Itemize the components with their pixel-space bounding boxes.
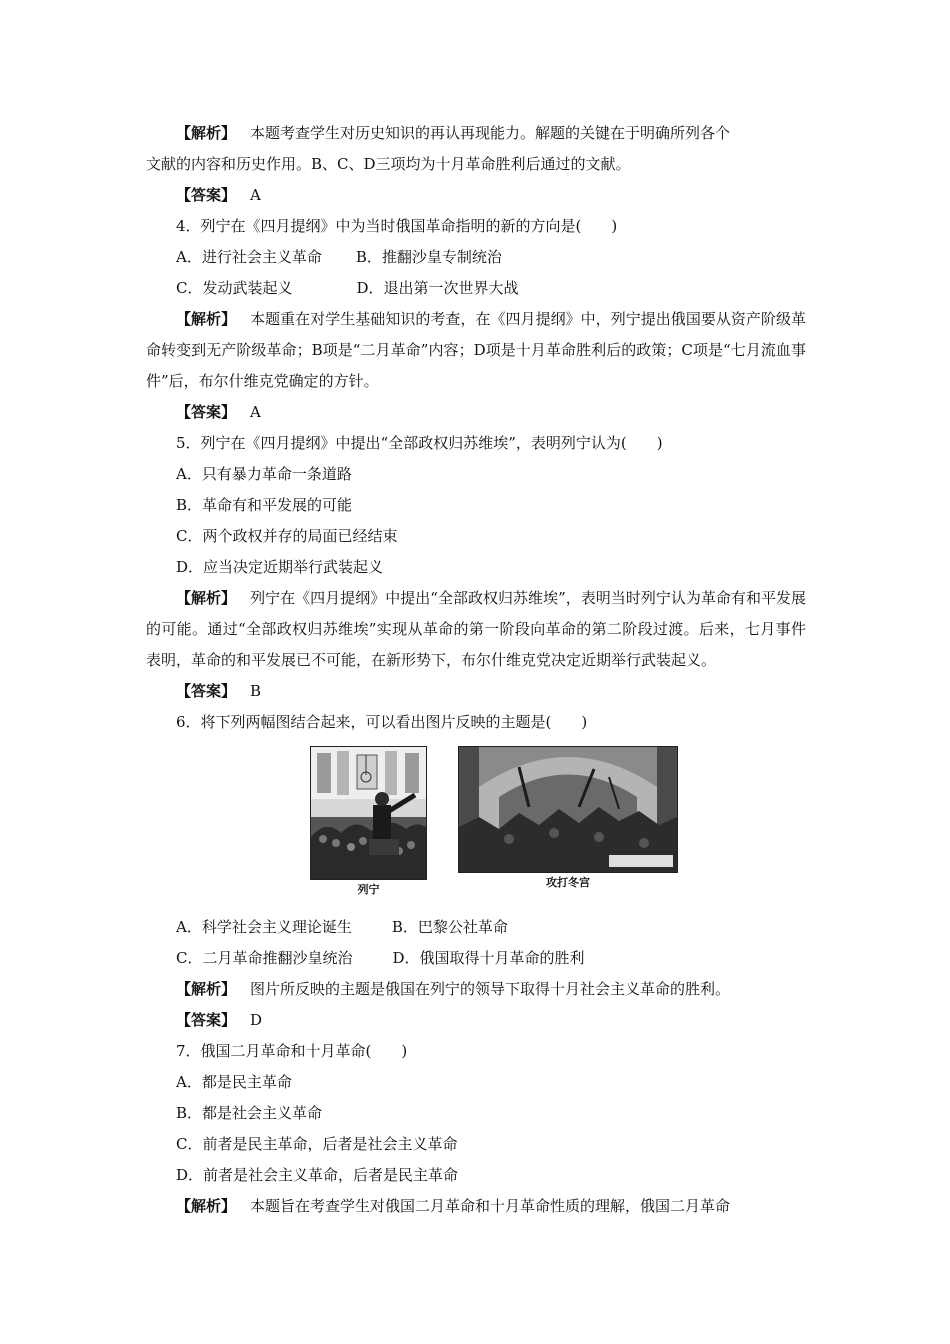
q6-option-a: A．科学社会主义理论诞生 [176,918,352,936]
figure-winter-palace [458,746,678,891]
storming-winter-palace-image [458,746,678,873]
q7-stem: 7．俄国二月革命和十月革命( ) [176,1042,408,1060]
q4-analysis [146,304,806,397]
q3-answer [146,180,806,211]
q5-option-d: D．应当决定近期举行武装起义 [176,558,384,576]
q5-stem: 5．列宁在《四月提纲》中提出“全部政权归苏维埃”，表明列宁认为( ) [176,434,663,452]
answer-label: 【答案】 [176,1011,237,1029]
q6-stem: 6．将下列两幅图结合起来，可以看出图片反映的主题是( ) [176,713,588,731]
q7-analysis [146,1191,806,1222]
q7-option-c: C．前者是民主革命，后者是社会主义革命 [176,1135,458,1153]
q5-answer-value: B [250,682,262,700]
figure-winter-palace-caption: 攻打冬宫 [546,876,590,889]
q5-answer [146,676,806,707]
q7-analysis-text: 本题旨在考查学生对俄国二月革命和十月革命性质的理解，俄国二月革命 [250,1197,731,1215]
analysis-label: 【解析】 [176,124,237,142]
q6-option-c: C．二月革命推翻沙皇统治 [176,949,353,967]
q4-options-row2 [146,273,806,304]
q7-option-b: B．都是社会主义革命 [176,1104,323,1122]
q4-analysis-text: 本题重在对学生基础知识的考查，在《四月提纲》中，列宁提出俄国要从资产阶级革命转变到无产阶级革命；B项是“二月革命”内容；D项是十月革命胜利后的政策；C项是“七月流血事件”后，布尔什维克党确定的方针。 [146,310,806,390]
q5-option-a: A．只有暴力革命一条道路 [176,465,352,483]
analysis-label: 【解析】 [176,310,237,328]
q4-options-row1 [146,242,806,273]
q6-options-row2 [146,943,806,974]
q3-analysis-line2: 文献的内容和历史作用。B、C、D三项均为十月革命胜利后通过的文献。 [146,155,631,173]
q4-answer-value: A [250,403,261,421]
figure-lenin-caption: 列宁 [357,883,380,896]
q5-analysis [146,583,806,676]
q4-option-b: B．推翻沙皇专制统治 [355,248,502,266]
document-content [146,118,806,1222]
analysis-label: 【解析】 [176,1197,237,1215]
q4-option-a: A．进行社会主义革命 [176,248,322,266]
analysis-label: 【解析】 [176,980,237,998]
q6-analysis [146,974,806,1005]
q7-option-a: A．都是民主革命 [176,1073,292,1091]
q7-option-d: D．前者是社会主义革命，后者是民主革命 [176,1166,459,1184]
q6-analysis-text: 图片所反映的主题是俄国在列宁的领导下取得十月社会主义革命的胜利。 [250,980,731,998]
answer-label: 【答案】 [176,403,237,421]
q6-option-b: B．巴黎公社革命 [391,918,508,936]
q5-analysis-text: 列宁在《四月提纲》中提出“全部政权归苏维埃”，表明当时列宁认为革命有和平发展的可能。通过“全部政权归苏维埃”实现从革命的第一阶段向革命的第二阶段过渡。后来，七月事件表明，革命的和平发展已不可能，在新形势下，布尔什维克党决定近期举行武装起义。 [146,589,806,669]
q5-option-b: B．革命有和平发展的可能 [176,496,353,514]
q6-answer-value: D [250,1011,263,1029]
q4-option-c: C．发动武装起义 [176,279,293,297]
q6-option-d: D．俄国取得十月革命的胜利 [392,949,585,967]
q3-analysis-text-1: 本题考查学生对历史知识的再认再现能力。解题的关键在于明确所列各个 [250,124,731,142]
q6-options-row1 [146,912,806,943]
q4-answer [146,397,806,428]
q3-analysis-line1 [146,118,806,149]
q4-stem: 4．列宁在《四月提纲》中为当时俄国革命指明的新的方向是( ) [176,217,618,235]
q5-option-c: C．两个政权并存的局面已经结束 [176,527,398,545]
answer-label: 【答案】 [176,682,237,700]
figure-lenin [310,746,427,898]
q6-figures [146,740,806,910]
q6-answer [146,1005,806,1036]
q4-option-d: D．退出第一次世界大战 [356,279,519,297]
lenin-speech-image [310,746,427,880]
analysis-label: 【解析】 [176,589,237,607]
answer-label: 【答案】 [176,186,237,204]
q3-answer-value: A [250,186,261,204]
